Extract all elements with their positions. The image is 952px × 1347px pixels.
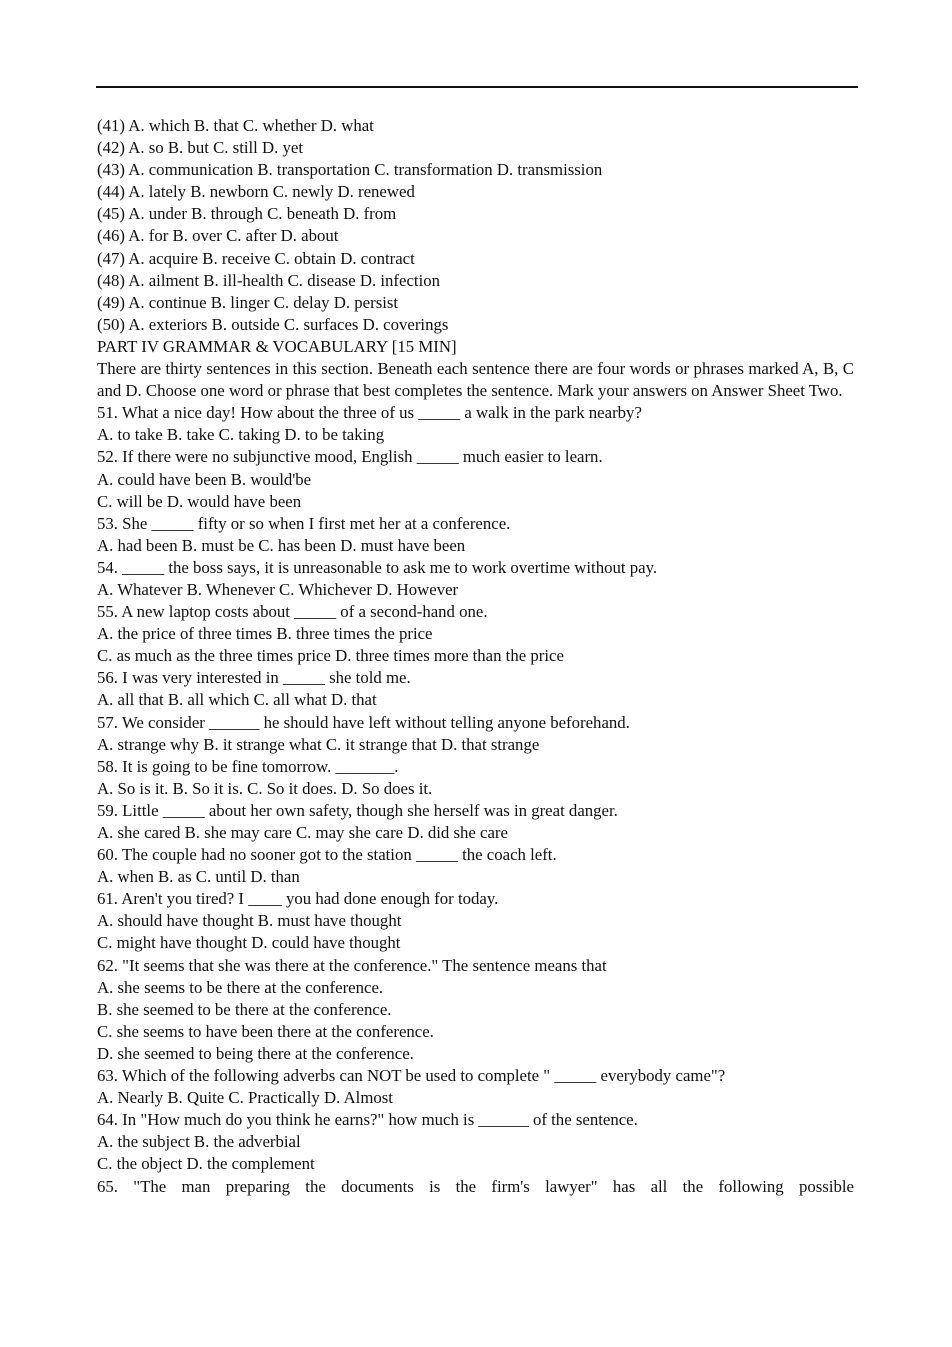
question-line: 59. Little _____ about her own safety, though she herself was in great danger. — [97, 800, 618, 820]
question-line: 51. What a nice day! How about the three of us _____ a walk in the park nearby? — [97, 403, 642, 423]
question-line: 55. A new laptop costs about _____ of a second-hand one. — [97, 602, 488, 622]
question-line: 54. _____ the boss says, it is unreasonable to ask me to work overtime without pay. — [97, 557, 658, 577]
section-instructions: There are thirty sentences in this section. Beneath each sentence there are four words or phrases marked A, B, C and D. Choose one word or phrase that best completes the sentence. Mark your answers on Answer Sheet Two. — [97, 359, 854, 401]
option-line: A. to take B. take C. taking D. to be taking — [97, 425, 385, 445]
text-line: (42) A. so B. but C. still D. yet — [97, 138, 304, 158]
option-line: C. she seems to have been there at the conference. — [97, 1021, 434, 1041]
option-line: A. Nearly B. Quite C. Practically D. Almost — [97, 1088, 393, 1108]
question-line: 61. Aren't you tired? I ____ you had done enough for today. — [97, 889, 499, 909]
option-line: C. will be D. would have been — [97, 491, 302, 511]
option-line: A. So is it. B. So it is. C. So it does. D. So does it. — [97, 778, 433, 798]
question-line: 57. We consider ______ he should have left without telling anyone beforehand. — [97, 712, 630, 732]
text-line: (43) A. communication B. transportation C. transformation D. transmission — [97, 160, 603, 180]
text-line: (46) A. for B. over C. after D. about — [97, 226, 339, 246]
question-line: 56. I was very interested in _____ she told me. — [97, 668, 411, 688]
text-line: (49) A. continue B. linger C. delay D. persist — [97, 292, 399, 312]
text-line: (48) A. ailment B. ill-health C. disease D. infection — [97, 270, 441, 290]
text-line: (47) A. acquire B. receive C. obtain D. contract — [97, 248, 415, 268]
question-line: 64. In "How much do you think he earns?" how much is ______ of the sentence. — [97, 1110, 638, 1130]
text-line: (44) A. lately B. newborn C. newly D. renewed — [97, 182, 415, 202]
option-line: C. might have thought D. could have thought — [97, 933, 401, 953]
option-line: A. strange why B. it strange what C. it strange that D. that strange — [97, 734, 540, 754]
text-line: (50) A. exteriors B. outside C. surfaces D. coverings — [97, 314, 449, 334]
option-line: A. had been B. must be C. has been D. must have been — [97, 535, 466, 555]
option-line: D. she seemed to being there at the conference. — [97, 1043, 414, 1063]
question-line: 65. "The man preparing the documents is the firm's lawyer" has all the following possible — [97, 1176, 854, 1196]
question-line: 52. If there were no subjunctive mood, English _____ much easier to learn. — [97, 447, 603, 467]
text-line: (45) A. under B. through C. beneath D. from — [97, 204, 397, 224]
option-line: B. she seemed to be there at the conference. — [97, 999, 392, 1019]
section-heading: PART IV GRAMMAR & VOCABULARY [15 MIN] — [97, 336, 457, 356]
option-line: A. she seems to be there at the conference. — [97, 977, 384, 997]
page-content — [97, 115, 854, 1198]
question-line: 53. She _____ fifty or so when I first met her at a conference. — [97, 513, 511, 533]
question-line: 62. "It seems that she was there at the conference." The sentence means that — [97, 955, 607, 975]
option-line: A. when B. as C. until D. than — [97, 867, 300, 887]
option-line: A. Whatever B. Whenever C. Whichever D. However — [97, 579, 459, 599]
option-line: A. she cared B. she may care C. may she care D. did she care — [97, 823, 508, 842]
question-line: 63. Which of the following adverbs can NOT be used to complete " _____ everybody came"? — [97, 1066, 726, 1086]
option-line: C. the object D. the complement — [97, 1154, 315, 1174]
text-line: (41) A. which B. that C. whether D. what — [97, 116, 374, 135]
option-line: A. the price of three times B. three times the price — [97, 624, 433, 644]
option-line: C. as much as the three times price D. three times more than the price — [97, 646, 564, 666]
header-rule — [96, 86, 858, 88]
question-line: 58. It is going to be fine tomorrow. _______. — [97, 756, 399, 776]
option-line: A. all that B. all which C. all what D. that — [97, 690, 377, 710]
question-line: 60. The couple had no sooner got to the station _____ the coach left. — [97, 845, 557, 865]
option-line: A. should have thought B. must have thought — [97, 911, 402, 931]
option-line: A. the subject B. the adverbial — [97, 1132, 301, 1152]
option-line: A. could have been B. would'be — [97, 469, 312, 489]
